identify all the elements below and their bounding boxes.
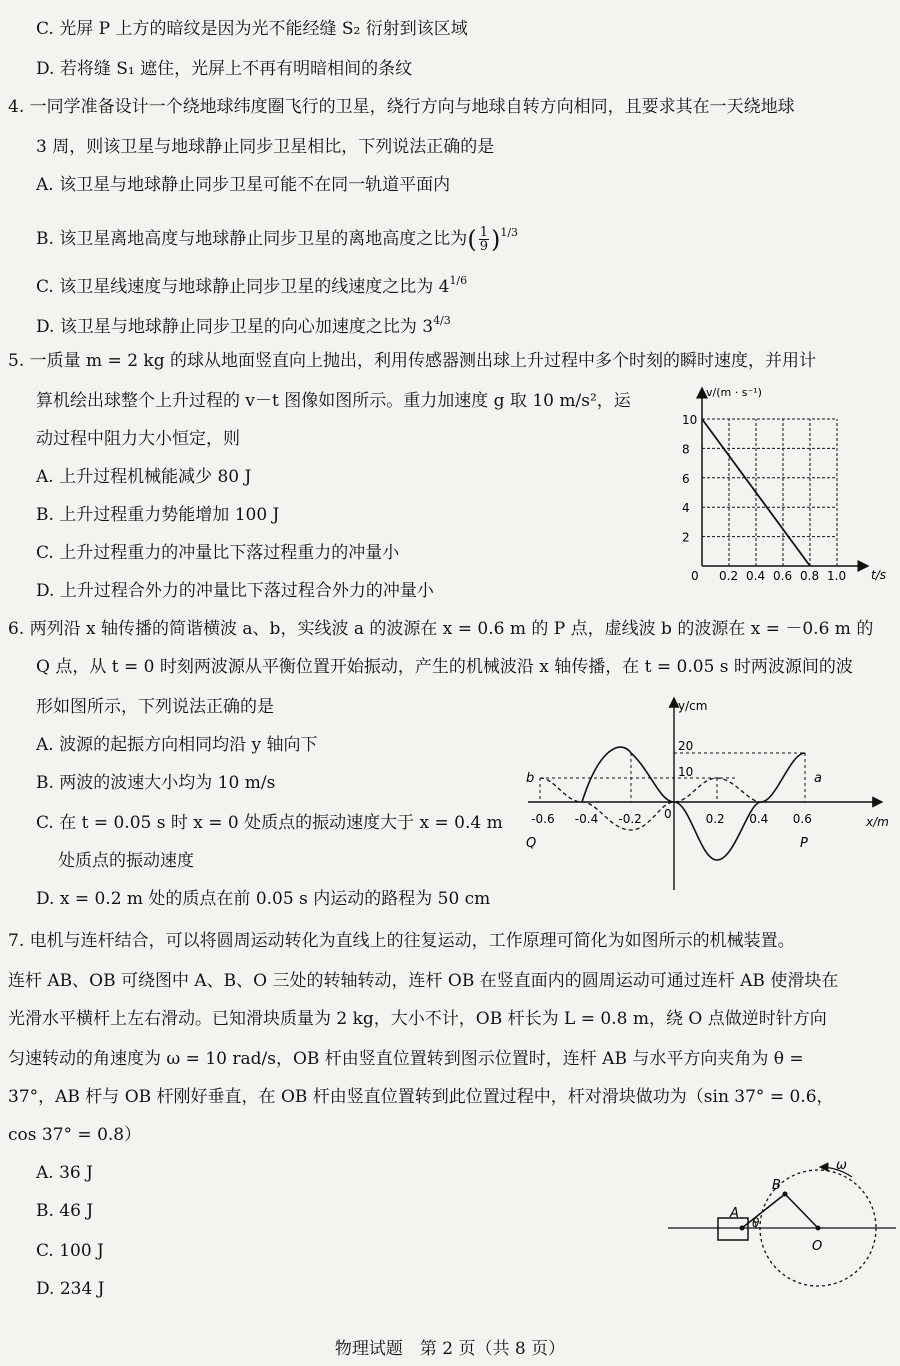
wave-label-p: P xyxy=(800,836,808,851)
label-omega: ω xyxy=(836,1158,847,1173)
wave-xtick-label: 0.2 xyxy=(705,812,725,826)
label-a: A xyxy=(730,1206,739,1221)
q4-option-b-fraction: $\frac{1}{9}$ xyxy=(479,225,488,254)
q5-stem-line-2: 算机绘出球整个上升过程的 v－t 图像如图所示。重力加速度 g 取 10 m/s²，运 xyxy=(36,391,631,411)
q5-option-a: A. 上升过程机械能减少 80 J xyxy=(36,467,252,487)
wave-b-dashed xyxy=(540,778,761,830)
q3-option-d: D. 若将缝 S₁ 遮住，光屏上不再有明暗相间的条纹 xyxy=(36,59,413,79)
wave-a-solid xyxy=(582,747,805,860)
q5-option-d: D. 上升过程合外力的冲量比下落过程合外力的冲量小 xyxy=(36,581,434,601)
wave-xtick-label: -0.6 xyxy=(531,812,555,826)
vt-origin: 0 xyxy=(691,569,699,583)
vt-ytick-label: 2 xyxy=(682,530,690,545)
q6-option-b: B. 两波的波速大小均为 10 m/s xyxy=(36,773,276,793)
q3-option-c: C. 光屏 P 上方的暗纹是因为光不能经缝 S₂ 衍射到该区域 xyxy=(36,19,468,39)
rod-ob xyxy=(785,1194,818,1228)
vt-ytick-label: 8 xyxy=(682,442,690,457)
q7-stem-line-4: 匀速转动的角速度为 ω = 10 rad/s，OB 杆由竖直位置转到图示位置时，连杆 AB 与水平方向夹角为 θ = xyxy=(8,1049,804,1069)
vt-xtick-label: 0.6 xyxy=(773,569,793,583)
q5-option-b: B. 上升过程重力势能增加 100 J xyxy=(36,505,280,525)
wave-label-q: Q xyxy=(526,836,537,851)
q7-option-a: A. 36 J xyxy=(36,1163,93,1183)
wave-figure xyxy=(510,690,900,895)
q5-option-c: C. 上升过程重力的冲量比下落过程重力的冲量小 xyxy=(36,543,400,563)
wave-xlabel: x/m xyxy=(866,815,889,829)
vt-ylabel: v/(m · s⁻¹) xyxy=(706,386,762,399)
wave-xtick-label: 0.4 xyxy=(749,812,769,826)
wave-ylabel: y/cm xyxy=(678,699,708,713)
q6-stem-line-2: Q 点，从 t = 0 时刻两波源从平衡位置开始振动，产生的机械波沿 x 轴传播，在 t = 0.05 s 时两波源间的波 xyxy=(36,657,853,677)
mechanism-figure xyxy=(660,1155,900,1315)
q6-option-c-line-2: 处质点的振动速度 xyxy=(58,851,194,871)
rod-ab xyxy=(742,1194,785,1228)
vt-xtick-label: 0.8 xyxy=(800,569,820,583)
q7-option-d: D. 234 J xyxy=(36,1279,105,1299)
pivot-a xyxy=(740,1226,745,1231)
wave-label-a: a xyxy=(814,771,822,786)
q4-option-c: C. 该卫星线速度与地球静止同步卫星的线速度之比为 $4^{1/6}$ xyxy=(36,274,468,297)
wave-label-b: b xyxy=(526,771,535,786)
vt-ytick-label: 4 xyxy=(682,501,690,516)
vt-grid xyxy=(702,419,837,566)
pivot-b xyxy=(783,1192,788,1197)
label-o: O xyxy=(812,1239,823,1254)
vt-xlabel: t/s xyxy=(871,568,886,582)
page-footer: 物理试题 第 2 页（共 8 页） xyxy=(334,1339,566,1359)
wave-val-10: 10 xyxy=(678,765,694,779)
q5-stem-line-1: 5. 一质量 m = 2 kg 的球从地面竖直向上抛出，利用传感器测出球上升过程中多个时刻的瞬时速度，并用计 xyxy=(8,351,817,371)
label-b: B xyxy=(772,1178,781,1193)
q4-stem-line-2: 3 周，则该卫星与地球静止同步卫星相比，下列说法正确的是 xyxy=(36,137,495,157)
wave-origin: 0 xyxy=(664,807,672,821)
q6-stem-line-3: 形如图所示，下列说法正确的是 xyxy=(36,697,274,717)
vt-chart xyxy=(676,380,900,602)
q4-option-c-exponent: 1/6 xyxy=(449,274,468,287)
q4-option-d: D. 该卫星与地球静止同步卫星的向心加速度之比为 $3^{4/3}$ xyxy=(36,314,451,337)
q6-option-c-line-1: C. 在 t = 0.05 s 时 x = 0 处质点的振动速度大于 x = 0.4 m xyxy=(36,813,503,833)
label-theta: θ xyxy=(752,1216,760,1230)
q4-option-b: B. 该卫星离地高度与地球静止同步卫星的离地高度之比为( $\frac{1}{9}$ )$^{1/3}$ xyxy=(36,225,519,254)
q4-option-b-exponent: 1/3 xyxy=(500,226,519,239)
q6-option-a: A. 波源的起振方向相同均沿 y 轴向下 xyxy=(36,735,318,755)
vt-xtick-label: 1.0 xyxy=(827,569,847,583)
q6-option-d: D. x = 0.2 m 处的质点在前 0.05 s 内运动的路程为 50 cm xyxy=(36,889,491,909)
vt-xtick-label: 0.2 xyxy=(719,569,739,583)
q7-stem-line-5: 37°，AB 杆与 OB 杆刚好垂直，在 OB 杆由竖直位置转到此位置过程中，杆对滑块做功为（sin 37° = 0.6， xyxy=(8,1087,834,1107)
wave-xtick-label: 0.6 xyxy=(792,812,812,826)
q4-option-a: A. 该卫星与地球静止同步卫星可能不在同一轨道平面内 xyxy=(36,175,451,195)
wave-xtick-label: -0.2 xyxy=(618,812,642,826)
q7-option-b: B. 46 J xyxy=(36,1201,94,1221)
q7-stem-line-3: 光滑水平横杆上左右滑动。已知滑块质量为 2 kg，大小不计，OB 杆长为 L = 0.8 m，绕 O 点做逆时针方向 xyxy=(8,1009,827,1029)
q7-stem-line-2: 连杆 AB、OB 可绕图中 A、B、O 三处的转轴转动，连杆 OB 在竖直面内的圆周运动可通过连杆 AB 使滑块在 xyxy=(8,971,839,991)
q5-stem-line-3: 动过程中阻力大小恒定，则 xyxy=(36,429,240,449)
q7-stem-line-1: 7. 电机与连杆结合，可以将圆周运动转化为直线上的往复运动，工作原理可简化为如图所示的机械装置。 xyxy=(8,931,795,951)
pivot-o xyxy=(816,1226,821,1231)
q7-option-c: C. 100 J xyxy=(36,1241,104,1261)
q7-stem-line-6: cos 37° = 0.8） xyxy=(8,1125,142,1145)
vt-xtick-label: 0.4 xyxy=(746,569,766,583)
wave-val-20: 20 xyxy=(678,739,694,753)
q6-stem-line-1: 6. 两列沿 x 轴传播的简谐横波 a、b，实线波 a 的波源在 x = 0.6 m 的 P 点，虚线波 b 的波源在 x = －0.6 m 的 xyxy=(8,619,874,639)
vt-ytick-label: 10 xyxy=(682,413,698,427)
wave-xtick-label: -0.4 xyxy=(574,812,599,826)
q4-option-b-text: B. 该卫星离地高度与地球静止同步卫星的离地高度之比为 xyxy=(36,229,468,249)
q4-stem-line-1: 4. 一同学准备设计一个绕地球纬度圈飞行的卫星，绕行方向与地球自转方向相同，且要求其在一天绕地球 xyxy=(8,97,795,117)
vt-ytick-label: 6 xyxy=(682,471,690,486)
q4-option-d-exponent: 4/3 xyxy=(433,314,451,327)
